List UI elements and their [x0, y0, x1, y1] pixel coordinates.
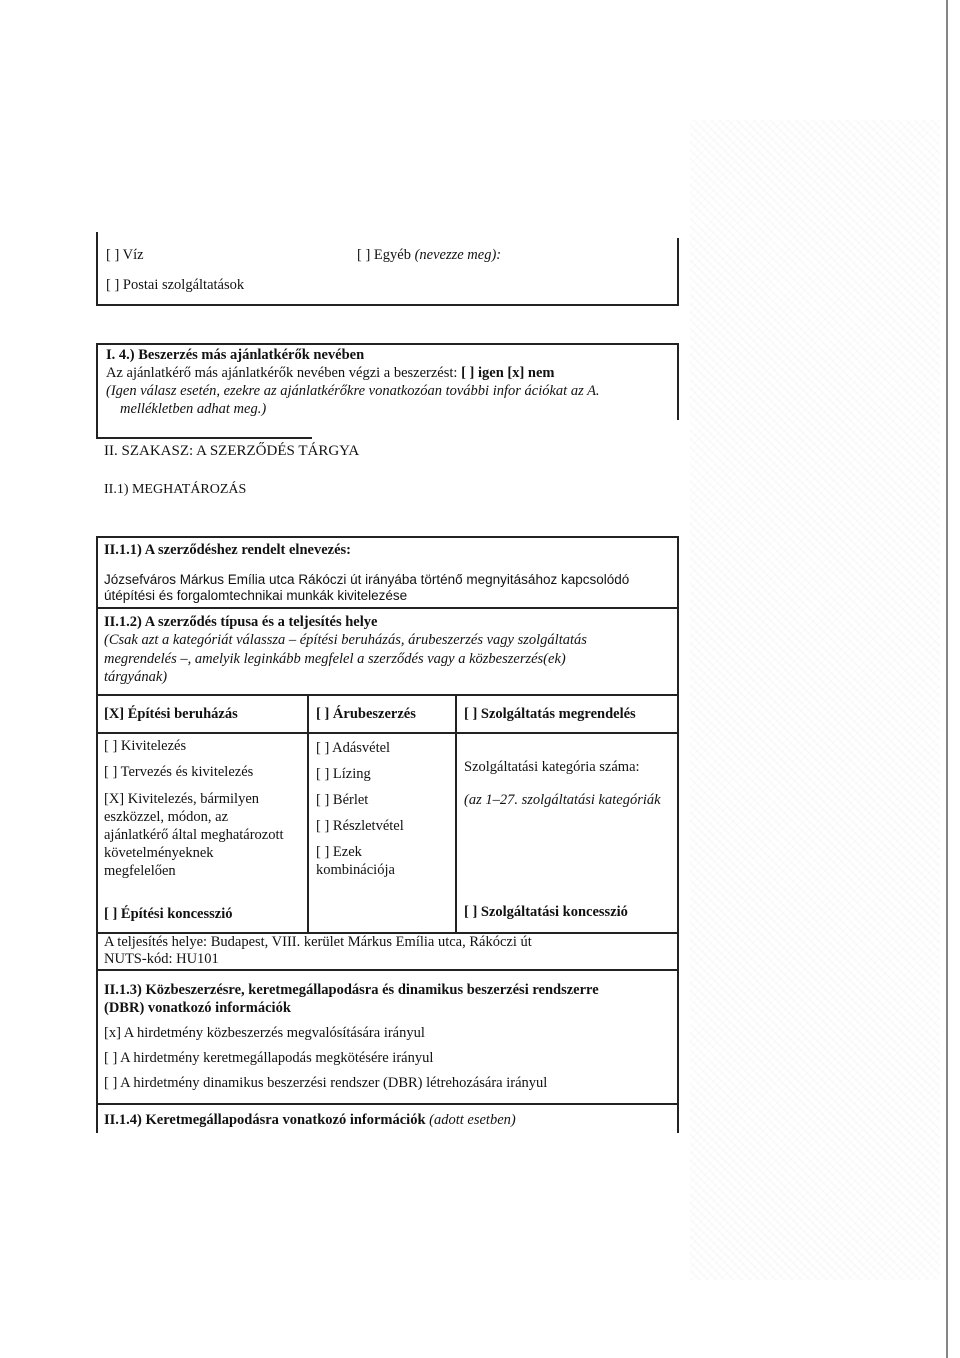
- service-category-label: Szolgáltatási kategória száma:: [464, 759, 640, 775]
- s114-left-border: [96, 1103, 98, 1133]
- section2-subtitle: II.1) MEGHATÁROZÁS: [104, 482, 247, 497]
- nuts-code: NUTS-kód: HU101: [104, 951, 219, 967]
- place-of-performance: A teljesítés helye: Budapest, VIII. kerület Márkus Emília utca, Rákóczi út: [104, 934, 532, 950]
- types-col3-border: [455, 694, 457, 934]
- s113-heading-line1: II.1.3) Közbeszerzésre, keretmegállapodásra és dinamikus beszerzési rendszerre: [104, 982, 599, 998]
- s112-note-line2: megrendelés –, amelyik leginkább megfelel a szerződés vagy a közbeszerzés(ek): [104, 651, 566, 667]
- s111-left-border: [96, 536, 98, 611]
- postai-option[interactable]: [ ] Postai szolgáltatások: [106, 277, 245, 293]
- s112-note-line1: (Csak azt a kategóriát válassza – építési beruházás, árubeszerzés vagy szolgáltatás: [104, 632, 587, 648]
- construction-option-execution[interactable]: [ ] Kivitelezés: [104, 738, 187, 754]
- s114-heading-text: II.1.4) Keretmegállapodásra vonatkozó információk: [104, 1112, 430, 1128]
- place-bottom-border: [96, 969, 679, 971]
- box1-bottom-border: [96, 304, 679, 306]
- s114-heading-note: (adott esetben): [429, 1112, 516, 1128]
- s113-option-public-procurement[interactable]: [x] A hirdetmény közbeszerzés megvalósítására irányul: [104, 1025, 425, 1041]
- section2-title: II. SZAKASZ: A SZERZŐDÉS TÁRGYA: [104, 443, 360, 459]
- s14-left-border: [96, 343, 98, 438]
- s114-right-border: [677, 1103, 679, 1133]
- s14-question-text: Az ajánlatkérő más ajánlatkérők nevében végzi a beszerzést:: [106, 365, 462, 381]
- s111-bottom-border: [96, 607, 679, 609]
- type-goods-checkbox[interactable]: [ ] Árubeszerzés: [316, 706, 416, 722]
- type-services-checkbox[interactable]: [ ] Szolgáltatás megrendelés: [464, 706, 636, 722]
- goods-option-purchase[interactable]: [ ] Adásvétel: [316, 740, 391, 756]
- types-right-border: [677, 694, 679, 934]
- s111-top-border: [96, 536, 679, 538]
- concession-services-checkbox[interactable]: [ ] Szolgáltatási koncesszió: [464, 904, 628, 920]
- goods-option-installment[interactable]: [ ] Részletvétel: [316, 818, 404, 834]
- construction-option-any-means-line3: ajánlatkérő által meghatározott: [104, 827, 284, 843]
- s113-right-border: [677, 969, 679, 1104]
- construction-option-any-means[interactable]: [X] Kivitelezés, bármilyen: [104, 791, 260, 807]
- page-edge: [946, 0, 948, 1358]
- s113-heading-line2: (DBR) vonatkozó információk: [104, 1000, 291, 1016]
- s112-left-border: [96, 607, 98, 695]
- s113-bottom-border: [96, 1103, 679, 1105]
- s14-note-line2: mellékletben adhat meg.): [120, 401, 267, 417]
- place-right-border: [677, 932, 679, 970]
- service-category-hint: (az 1–27. szolgáltatási kategóriák: [464, 792, 661, 808]
- s112-note-line3: tárgyának): [104, 669, 168, 685]
- s111-right-border: [677, 536, 679, 696]
- s14-right-border: [677, 343, 679, 420]
- s113-option-framework[interactable]: [ ] A hirdetmény keretmegállapodás megkötésére irányul: [104, 1050, 434, 1066]
- goods-option-combination[interactable]: [ ] Ezek: [316, 844, 362, 860]
- s14-note-line1: (Igen válasz esetén, ezekre az ajánlatkérőkre vonatkozóan további infor ációkat az A.: [106, 383, 600, 399]
- s111-title-line2: útépítési és forgalomtechnikai munkák kivitelezése: [104, 588, 408, 603]
- s112-bottom-border: [96, 694, 679, 696]
- egyeb-hint: (nevezze meg):: [414, 247, 502, 263]
- construction-option-any-means-line2: eszközzel, módon, az: [104, 809, 229, 825]
- s14-answer[interactable]: [ ] igen [x] nem: [461, 365, 555, 381]
- viz-option[interactable]: [ ] Víz: [106, 247, 144, 263]
- goods-option-combination-line2: kombinációja: [316, 862, 395, 878]
- construction-option-any-means-line5: megfelelően: [104, 863, 176, 879]
- types-header-bottom-border: [96, 732, 679, 734]
- egyeb-option[interactable]: [357, 246, 501, 264]
- types-col2-border: [307, 694, 309, 934]
- s14-bottom-border: [96, 437, 312, 439]
- egyeb-label: [ ] Egyéb: [357, 247, 415, 263]
- goods-option-rental[interactable]: [ ] Bérlet: [316, 792, 369, 808]
- place-left-border: [96, 932, 98, 970]
- s111-heading: II.1.1) A szerződéshez rendelt elnevezés:: [104, 542, 351, 558]
- type-construction-checkbox[interactable]: [X] Építési beruházás: [104, 706, 238, 722]
- s14-question: [106, 364, 555, 382]
- s14-heading: I. 4.) Beszerzés más ajánlatkérők nevében: [106, 347, 365, 363]
- s113-left-border: [96, 969, 98, 1104]
- scan-noise: [690, 120, 940, 1280]
- s14-top-border: [96, 343, 679, 345]
- box1-left-border: [96, 232, 98, 305]
- types-left-border: [96, 694, 98, 934]
- box1-right-border: [677, 238, 679, 305]
- construction-option-any-means-line4: követelményeknek: [104, 845, 214, 861]
- goods-option-leasing[interactable]: [ ] Lízing: [316, 766, 371, 782]
- construction-option-design[interactable]: [ ] Tervezés és kivitelezés: [104, 764, 254, 780]
- s113-option-dbr[interactable]: [ ] A hirdetmény dinamikus beszerzési rendszer (DBR) létrehozására irányul: [104, 1075, 548, 1091]
- s114-heading: [104, 1111, 516, 1129]
- s112-heading: II.1.2) A szerződés típusa és a teljesítés helye: [104, 614, 378, 630]
- concession-construction-checkbox[interactable]: [ ] Építési koncesszió: [104, 906, 233, 922]
- s111-title-line1: Józsefváros Márkus Emília utca Rákóczi út irányába történő megnyitásához kapcsolódó: [104, 572, 630, 587]
